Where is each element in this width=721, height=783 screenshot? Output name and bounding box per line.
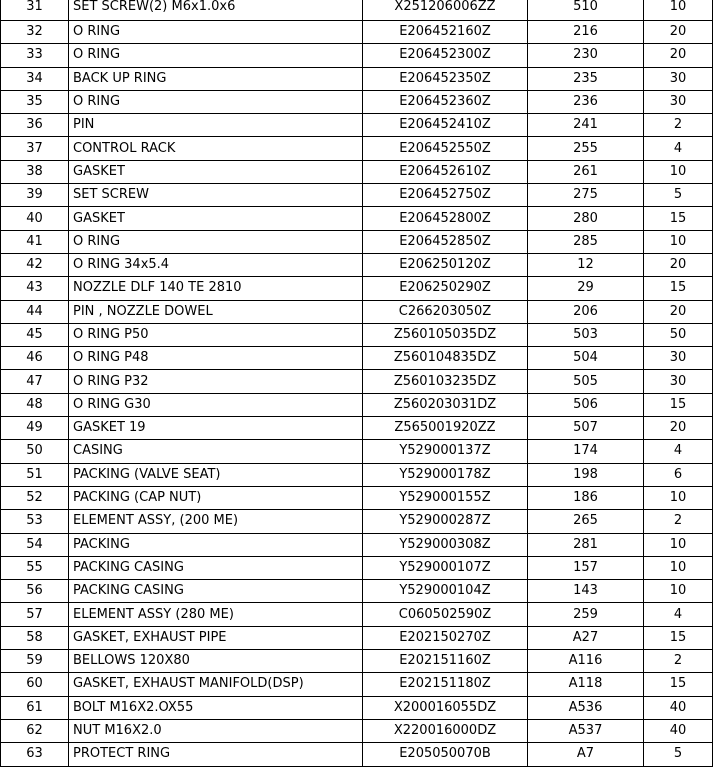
row-number-cell: 33 bbox=[1, 44, 69, 67]
part-name-cell: BACK UP RING bbox=[69, 67, 363, 90]
part-name-cell: PACKING CASING bbox=[69, 580, 363, 603]
quantity-cell: 10 bbox=[644, 556, 713, 579]
part-number-cell: E206452300Z bbox=[363, 44, 528, 67]
reference-cell: 236 bbox=[528, 90, 644, 113]
quantity-cell: 2 bbox=[644, 510, 713, 533]
table-row bbox=[1, 0, 713, 21]
reference-cell: A537 bbox=[528, 719, 644, 742]
row-number-cell: 38 bbox=[1, 160, 69, 183]
reference-cell: 29 bbox=[528, 277, 644, 300]
part-number-cell: E205050070B bbox=[363, 743, 528, 766]
row-number-cell: 39 bbox=[1, 184, 69, 207]
row-number-cell: 54 bbox=[1, 533, 69, 556]
table-row bbox=[1, 253, 713, 276]
reference-cell: 259 bbox=[528, 603, 644, 626]
quantity-cell: 6 bbox=[644, 463, 713, 486]
quantity-cell: 5 bbox=[644, 184, 713, 207]
parts-table-body bbox=[1, 0, 713, 766]
quantity-cell: 15 bbox=[644, 626, 713, 649]
reference-cell: 186 bbox=[528, 486, 644, 509]
row-number-cell: 31 bbox=[1, 0, 69, 21]
reference-cell: 281 bbox=[528, 533, 644, 556]
part-name-cell: CONTROL RACK bbox=[69, 137, 363, 160]
quantity-cell: 15 bbox=[644, 277, 713, 300]
part-number-cell: E206452350Z bbox=[363, 67, 528, 90]
reference-cell: 285 bbox=[528, 230, 644, 253]
row-number-cell: 44 bbox=[1, 300, 69, 323]
reference-cell: 505 bbox=[528, 370, 644, 393]
part-name-cell: O RING G30 bbox=[69, 393, 363, 416]
part-name-cell: GASKET, EXHAUST MANIFOLD(DSP) bbox=[69, 673, 363, 696]
quantity-cell: 15 bbox=[644, 207, 713, 230]
reference-cell: 157 bbox=[528, 556, 644, 579]
table-row bbox=[1, 603, 713, 626]
quantity-cell: 4 bbox=[644, 137, 713, 160]
part-number-cell: Y529000287Z bbox=[363, 510, 528, 533]
part-name-cell: PROTECT RING bbox=[69, 743, 363, 766]
row-number-cell: 51 bbox=[1, 463, 69, 486]
part-number-cell: Z565001920ZZ bbox=[363, 417, 528, 440]
quantity-cell: 20 bbox=[644, 417, 713, 440]
quantity-cell: 30 bbox=[644, 370, 713, 393]
row-number-cell: 41 bbox=[1, 230, 69, 253]
reference-cell: A27 bbox=[528, 626, 644, 649]
part-name-cell: ELEMENT ASSY (280 ME) bbox=[69, 603, 363, 626]
table-row bbox=[1, 67, 713, 90]
quantity-cell: 40 bbox=[644, 696, 713, 719]
part-name-cell: O RING bbox=[69, 90, 363, 113]
quantity-cell: 10 bbox=[644, 486, 713, 509]
row-number-cell: 62 bbox=[1, 719, 69, 742]
part-name-cell: O RING bbox=[69, 230, 363, 253]
reference-cell: 506 bbox=[528, 393, 644, 416]
part-name-cell: PIN bbox=[69, 114, 363, 137]
quantity-cell: 20 bbox=[644, 44, 713, 67]
table-row bbox=[1, 743, 713, 766]
part-number-cell: E206452160Z bbox=[363, 21, 528, 44]
part-number-cell: X251206006ZZ bbox=[363, 0, 528, 21]
table-row bbox=[1, 673, 713, 696]
reference-cell: 143 bbox=[528, 580, 644, 603]
part-name-cell: PACKING (CAP NUT) bbox=[69, 486, 363, 509]
part-number-cell: E202150270Z bbox=[363, 626, 528, 649]
quantity-cell: 4 bbox=[644, 440, 713, 463]
row-number-cell: 42 bbox=[1, 253, 69, 276]
table-row bbox=[1, 184, 713, 207]
reference-cell: A7 bbox=[528, 743, 644, 766]
part-number-cell: E206452550Z bbox=[363, 137, 528, 160]
row-number-cell: 43 bbox=[1, 277, 69, 300]
table-row bbox=[1, 580, 713, 603]
table-row bbox=[1, 44, 713, 67]
part-name-cell: NOZZLE DLF 140 TE 2810 bbox=[69, 277, 363, 300]
quantity-cell: 5 bbox=[644, 743, 713, 766]
table-row bbox=[1, 626, 713, 649]
quantity-cell: 20 bbox=[644, 300, 713, 323]
part-number-cell: E206452360Z bbox=[363, 90, 528, 113]
part-name-cell: GASKET, EXHAUST PIPE bbox=[69, 626, 363, 649]
reference-cell: 503 bbox=[528, 323, 644, 346]
row-number-cell: 36 bbox=[1, 114, 69, 137]
quantity-cell: 15 bbox=[644, 393, 713, 416]
table-row bbox=[1, 160, 713, 183]
row-number-cell: 47 bbox=[1, 370, 69, 393]
table-row bbox=[1, 90, 713, 113]
quantity-cell: 2 bbox=[644, 650, 713, 673]
reference-cell: 12 bbox=[528, 253, 644, 276]
table-row bbox=[1, 510, 713, 533]
table-row bbox=[1, 137, 713, 160]
table-row bbox=[1, 300, 713, 323]
part-name-cell: SET SCREW bbox=[69, 184, 363, 207]
part-name-cell: BOLT M16X2.OX55 bbox=[69, 696, 363, 719]
quantity-cell: 2 bbox=[644, 114, 713, 137]
part-name-cell: O RING P50 bbox=[69, 323, 363, 346]
part-number-cell: E206452750Z bbox=[363, 184, 528, 207]
row-number-cell: 58 bbox=[1, 626, 69, 649]
table-row bbox=[1, 114, 713, 137]
row-number-cell: 60 bbox=[1, 673, 69, 696]
table-row bbox=[1, 417, 713, 440]
row-number-cell: 55 bbox=[1, 556, 69, 579]
row-number-cell: 49 bbox=[1, 417, 69, 440]
reference-cell: 261 bbox=[528, 160, 644, 183]
part-number-cell: Y529000107Z bbox=[363, 556, 528, 579]
table-row bbox=[1, 207, 713, 230]
part-name-cell: O RING P32 bbox=[69, 370, 363, 393]
table-row bbox=[1, 21, 713, 44]
quantity-cell: 10 bbox=[644, 230, 713, 253]
reference-cell: 198 bbox=[528, 463, 644, 486]
quantity-cell: 30 bbox=[644, 90, 713, 113]
reference-cell: 507 bbox=[528, 417, 644, 440]
table-row bbox=[1, 230, 713, 253]
reference-cell: 280 bbox=[528, 207, 644, 230]
row-number-cell: 59 bbox=[1, 650, 69, 673]
table-row bbox=[1, 533, 713, 556]
row-number-cell: 40 bbox=[1, 207, 69, 230]
quantity-cell: 10 bbox=[644, 533, 713, 556]
part-number-cell: E206250120Z bbox=[363, 253, 528, 276]
part-number-cell: Z560203031DZ bbox=[363, 393, 528, 416]
table-row bbox=[1, 556, 713, 579]
reference-cell: 230 bbox=[528, 44, 644, 67]
row-number-cell: 32 bbox=[1, 21, 69, 44]
row-number-cell: 56 bbox=[1, 580, 69, 603]
part-number-cell: Y529000308Z bbox=[363, 533, 528, 556]
row-number-cell: 37 bbox=[1, 137, 69, 160]
part-name-cell: O RING bbox=[69, 44, 363, 67]
reference-cell: 265 bbox=[528, 510, 644, 533]
row-number-cell: 52 bbox=[1, 486, 69, 509]
row-number-cell: 53 bbox=[1, 510, 69, 533]
part-name-cell: O RING 34x5.4 bbox=[69, 253, 363, 276]
table-row bbox=[1, 696, 713, 719]
reference-cell: 510 bbox=[528, 0, 644, 21]
quantity-cell: 40 bbox=[644, 719, 713, 742]
part-number-cell: C266203050Z bbox=[363, 300, 528, 323]
part-number-cell: X220016000DZ bbox=[363, 719, 528, 742]
part-number-cell: Y529000104Z bbox=[363, 580, 528, 603]
part-name-cell: PACKING (VALVE SEAT) bbox=[69, 463, 363, 486]
part-number-cell: X200016055DZ bbox=[363, 696, 528, 719]
table-row bbox=[1, 650, 713, 673]
table-row bbox=[1, 719, 713, 742]
part-number-cell: Z560105035DZ bbox=[363, 323, 528, 346]
part-number-cell: Y529000178Z bbox=[363, 463, 528, 486]
reference-cell: 275 bbox=[528, 184, 644, 207]
part-name-cell: BELLOWS 120X80 bbox=[69, 650, 363, 673]
row-number-cell: 48 bbox=[1, 393, 69, 416]
table-row bbox=[1, 370, 713, 393]
part-name-cell: NUT M16X2.0 bbox=[69, 719, 363, 742]
part-number-cell: Y529000137Z bbox=[363, 440, 528, 463]
row-number-cell: 57 bbox=[1, 603, 69, 626]
reference-cell: 174 bbox=[528, 440, 644, 463]
part-name-cell: PACKING bbox=[69, 533, 363, 556]
reference-cell: 206 bbox=[528, 300, 644, 323]
table-row bbox=[1, 393, 713, 416]
part-number-cell: C060502590Z bbox=[363, 603, 528, 626]
reference-cell: 216 bbox=[528, 21, 644, 44]
part-number-cell: E206452410Z bbox=[363, 114, 528, 137]
reference-cell: A536 bbox=[528, 696, 644, 719]
part-name-cell: ELEMENT ASSY, (200 ME) bbox=[69, 510, 363, 533]
row-number-cell: 63 bbox=[1, 743, 69, 766]
quantity-cell: 4 bbox=[644, 603, 713, 626]
part-number-cell: E206452800Z bbox=[363, 207, 528, 230]
part-name-cell: PACKING CASING bbox=[69, 556, 363, 579]
table-row bbox=[1, 347, 713, 370]
reference-cell: A116 bbox=[528, 650, 644, 673]
part-name-cell: GASKET bbox=[69, 160, 363, 183]
table-row bbox=[1, 486, 713, 509]
part-number-cell: Z560103235DZ bbox=[363, 370, 528, 393]
row-number-cell: 35 bbox=[1, 90, 69, 113]
part-number-cell: E206250290Z bbox=[363, 277, 528, 300]
reference-cell: 241 bbox=[528, 114, 644, 137]
row-number-cell: 34 bbox=[1, 67, 69, 90]
reference-cell: 255 bbox=[528, 137, 644, 160]
row-number-cell: 61 bbox=[1, 696, 69, 719]
reference-cell: 235 bbox=[528, 67, 644, 90]
quantity-cell: 10 bbox=[644, 580, 713, 603]
part-number-cell: Y529000155Z bbox=[363, 486, 528, 509]
part-number-cell: E206452610Z bbox=[363, 160, 528, 183]
table-row bbox=[1, 463, 713, 486]
quantity-cell: 20 bbox=[644, 253, 713, 276]
quantity-cell: 50 bbox=[644, 323, 713, 346]
part-number-cell: E206452850Z bbox=[363, 230, 528, 253]
quantity-cell: 30 bbox=[644, 67, 713, 90]
part-number-cell: E202151180Z bbox=[363, 673, 528, 696]
part-name-cell: GASKET bbox=[69, 207, 363, 230]
row-number-cell: 45 bbox=[1, 323, 69, 346]
quantity-cell: 10 bbox=[644, 0, 713, 21]
quantity-cell: 30 bbox=[644, 347, 713, 370]
part-name-cell: CASING bbox=[69, 440, 363, 463]
part-name-cell: SET SCREW(2) M6x1.0x6 bbox=[69, 0, 363, 21]
part-number-cell: E202151160Z bbox=[363, 650, 528, 673]
reference-cell: A118 bbox=[528, 673, 644, 696]
table-row bbox=[1, 323, 713, 346]
part-name-cell: O RING P48 bbox=[69, 347, 363, 370]
table-row bbox=[1, 277, 713, 300]
row-number-cell: 46 bbox=[1, 347, 69, 370]
part-number-cell: Z560104835DZ bbox=[363, 347, 528, 370]
quantity-cell: 10 bbox=[644, 160, 713, 183]
row-number-cell: 50 bbox=[1, 440, 69, 463]
part-name-cell: O RING bbox=[69, 21, 363, 44]
table-row bbox=[1, 440, 713, 463]
reference-cell: 504 bbox=[528, 347, 644, 370]
part-name-cell: PIN , NOZZLE DOWEL bbox=[69, 300, 363, 323]
quantity-cell: 20 bbox=[644, 21, 713, 44]
part-name-cell: GASKET 19 bbox=[69, 417, 363, 440]
quantity-cell: 15 bbox=[644, 673, 713, 696]
